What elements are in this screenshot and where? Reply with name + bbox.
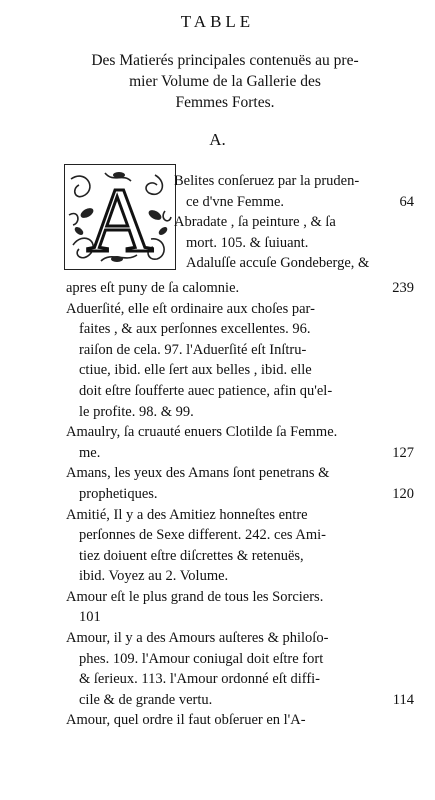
index-subtitle: [60, 50, 390, 113]
subtitle-line: mier Volume de la Gallerie des: [129, 73, 321, 90]
index-line: mort. 105. & ſuiuant.: [186, 234, 309, 251]
index-line: tiez doiuent eſtre diſcrettes & retenuës,: [79, 547, 304, 564]
index-line: & ſerieux. 113. l'Amour ordonné eſt diffi-: [79, 671, 321, 688]
index-line: prophetiques. 120: [79, 485, 414, 502]
index-line: Belites conſeruez par la pruden-: [174, 173, 360, 189]
index-line: raiſon de cela. 97. l'Aduerſité eſt Inſtru-: [79, 341, 307, 358]
initial-letter: A: [86, 169, 154, 269]
index-line: ce d'vne Femme. 64: [186, 193, 414, 210]
index-line: Amour eſt le plus grand de tous les Sorciers.: [66, 588, 324, 605]
index-line: Adaluſſe accuſe Gondeberge, &: [186, 255, 370, 272]
index-line: me. 127: [79, 444, 414, 461]
index-line: Amans, les yeux des Amans ſont penetrans &: [66, 465, 330, 482]
subtitle-line: Des Matierés principales contenuës au pre-: [91, 52, 359, 69]
index-line: apres eſt puny de ſa calomnie. 239: [66, 279, 414, 296]
index-line: Amaulry, ſa cruauté enuers Clotilde ſa Femme.: [66, 424, 338, 441]
index-line: perſonnes de Sexe different. 242. ces Ami-: [79, 527, 326, 544]
section-letter: A.: [209, 130, 226, 149]
index-line: Abradate , ſa peinture , & ſa: [174, 214, 336, 231]
index-line: le profite. 98. & 99.: [79, 403, 194, 420]
index-line: ctiue, ibid. elle ſert aux belles , ibid. elle: [79, 362, 312, 379]
index-line: phes. 109. l'Amour coniugal doit eſtre fort: [79, 650, 324, 667]
index-line: Aduerſité, elle eſt ordinaire aux choſes par-: [66, 300, 315, 317]
running-head: TABLE: [180, 12, 255, 31]
subtitle-line: Femmes Fortes.: [175, 94, 275, 111]
index-line: faites , & aux perſonnes excellentes. 96.: [79, 321, 311, 338]
index-line: doit eſtre ſoufferte auec patience, afin qu'el-: [79, 382, 333, 399]
index-line: ibid. Voyez au 2. Volume.: [79, 568, 229, 585]
index-line: Amour, il y a des Amours auſteres & philoſo-: [66, 630, 329, 647]
index-line: 101: [79, 609, 101, 626]
index-line: Amitié, Il y a des Amitiez honneſtes entre: [66, 506, 308, 523]
index-line: Amour, quel ordre il faut obſeruer en l'A-: [66, 712, 306, 729]
index-line: cile & de grande vertu. 114: [79, 691, 414, 708]
index-entries: [66, 171, 414, 731]
